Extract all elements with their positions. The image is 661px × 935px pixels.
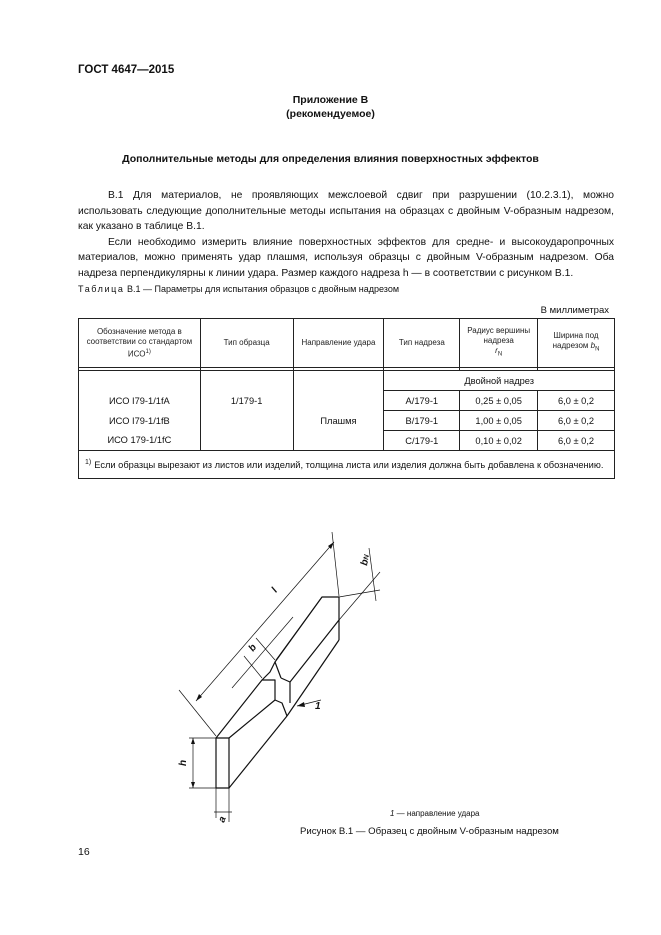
appendix-subtitle: (рекомендуемое) [286,108,375,120]
header-designation: Обозначение метода в соответствии со стандартом ИСО$^{1)}$ [79,319,201,368]
specimen-end-face [216,738,229,788]
method-cell: ИСО I79-1/1fB [79,411,201,431]
header-direction: Направление удара [293,319,384,368]
specimen-rear-block [275,597,339,682]
table-caption-word: Таблица [78,284,125,294]
section-title: Дополнительные методы для определения влияния поверхностных эффектов [122,153,539,165]
notch-cell: B/179-1 [384,411,460,431]
table-footnote: $^{1)}$ Если образцы вырезают из листов или изделий, толщина листа или изделия должна быть добавлена к обозначению. [79,451,615,479]
appendix-title: Приложение В [292,94,369,106]
table-caption-text: В.1 — Параметры для испытания образцов с двойным надрезом [124,284,400,294]
method-cell: ИСО 179-1/1fC [79,431,201,451]
page-number: 16 [78,846,90,858]
specimen-top-face [216,680,275,738]
direction-cell: Плашмя [293,411,384,431]
label-l: l [269,585,281,595]
label-impact-1: 1 [315,701,321,712]
table-units: В миллиметрах [540,305,609,316]
header-specimen: Тип образца [200,319,293,368]
notch-top [262,662,281,680]
radius-cell: 0,25 ± 0,05 [460,391,538,411]
notch-cell: A/179-1 [384,391,460,411]
document-header: ГОСТ 4647—2015 [78,64,175,76]
notch-cell: C/179-1 [384,431,460,451]
method-cell: ИСО I79-1/1fA [79,391,201,411]
group-double-notch: Двойной надрез [384,371,615,391]
header-notch: Тип надреза [384,319,460,368]
paragraph-b1: В.1 Для материалов, не проявляющих межслоевой сдвиг при разрушении (10.2.3.1), можно использовать следующие дополнительные методы испытания на образцах с двойным V-образным надрезом, как указано в таблице В.1. [78,190,614,232]
label-a: a [216,815,229,825]
header-width: Ширина под надрезом $b_N$ [538,319,615,368]
radius-cell: 0,10 ± 0,02 [460,431,538,451]
width-cell: 6,0 ± 0,2 [538,391,615,411]
specimen-cell: 1/179-1 [200,391,293,411]
width-cell: 6,0 ± 0,2 [538,431,615,451]
label-b: b [246,642,260,654]
radius-cell: 1,00 ± 0,05 [460,411,538,431]
header-radius: Радиус вершины надреза $r_N$ [460,319,538,368]
figure-caption: Рисунок В.1 — Образец с двойным V-образным надрезом [300,826,559,837]
label-bn: bN [359,554,372,567]
notch-front [275,700,287,716]
dim-line-inner [232,617,293,688]
paragraph-surface-effects: Если необходимо измерить влияние поверхностных эффектов для средне- и высокоударопрочных материалов, можно применять удар плашмя, используя образцы с двойным V-образным надрезом. Оба надреза перпендикулярны к линии удара. Размер каждого надреза h — в соответствии с рисунком В.1. [78,236,614,279]
specimen-side-edge [229,716,287,788]
label-h: h [178,759,189,766]
width-cell: 6,0 ± 0,2 [538,411,615,431]
figure-legend: 1 — направление удара [390,809,480,818]
